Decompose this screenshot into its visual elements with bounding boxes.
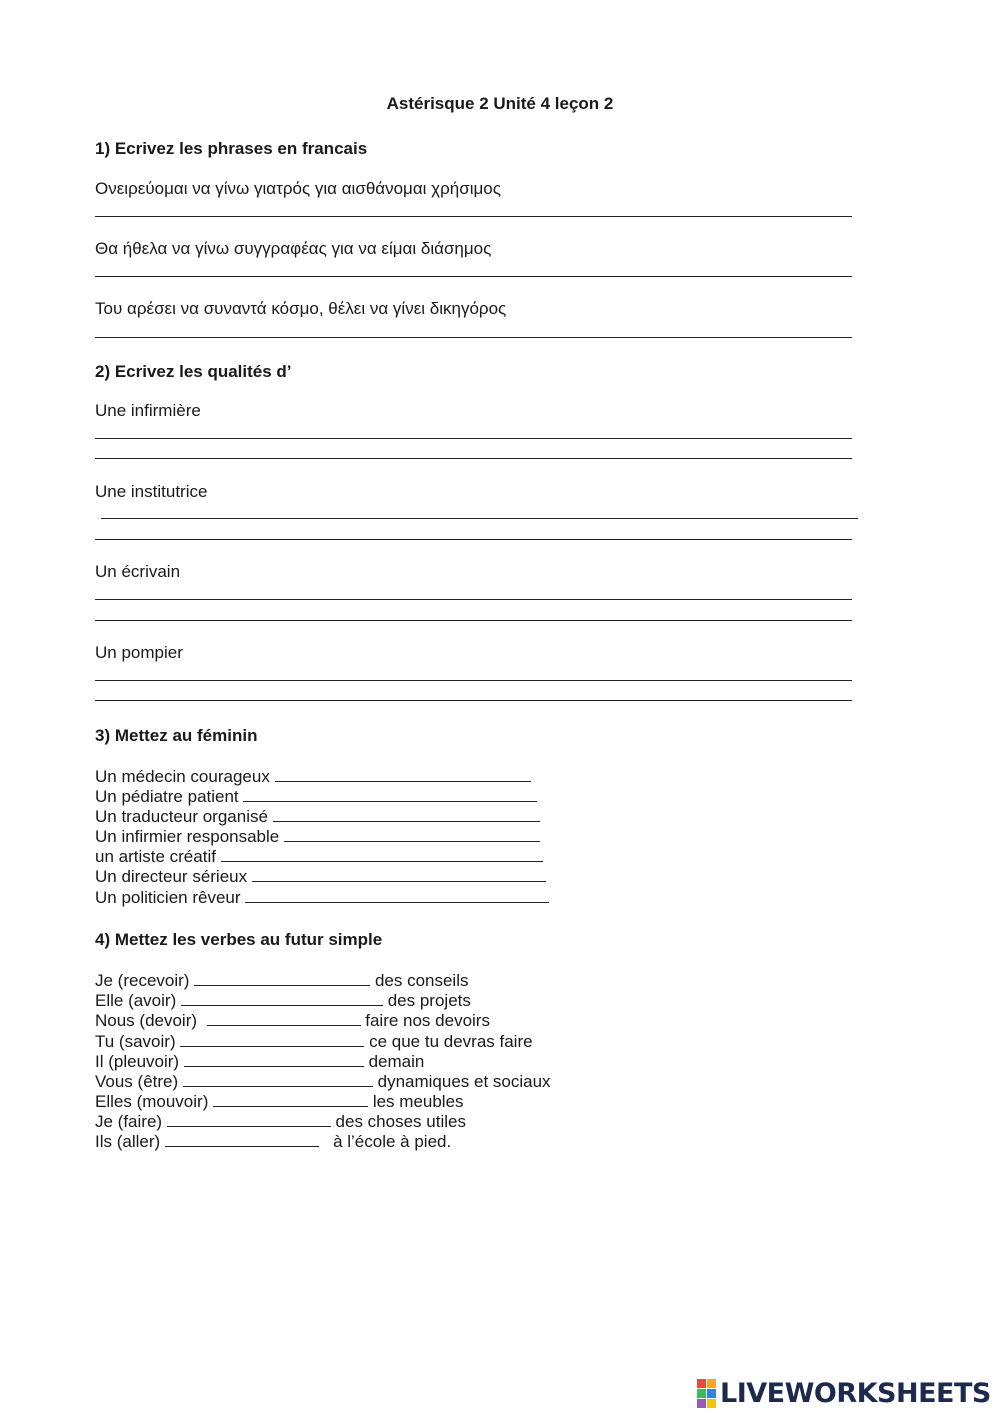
answer-blank[interactable] [213, 1092, 368, 1107]
answer-blank[interactable] [221, 847, 543, 862]
liveworksheets-logo-text: LIVEWORKSHEETS [720, 1377, 991, 1409]
answer-blank[interactable] [165, 1132, 319, 1147]
verb-item [95, 1132, 451, 1152]
verb-completion: dynamiques et sociaux [377, 1072, 551, 1091]
verb-label: Il (pleuvoir) [95, 1052, 180, 1071]
verb-completion: des choses utiles [335, 1112, 466, 1131]
verb-label: Ils (aller) [95, 1132, 161, 1151]
item-label: Un pédiatre patient [95, 787, 239, 806]
verb-label: Je (recevoir) [95, 971, 190, 990]
answer-blank[interactable] [275, 767, 531, 782]
liveworksheets-logo-icon [697, 1379, 716, 1408]
item-label: Un médecin courageux [95, 767, 270, 786]
answer-blank[interactable] [181, 991, 383, 1006]
answer-line[interactable] [101, 518, 858, 519]
verb-completion: ce que tu devras faire [369, 1032, 533, 1051]
page-title: Astérisque 2 Unité 4 leçon 2 [386, 94, 614, 113]
verb-label: Elles (mouvoir) [95, 1092, 209, 1111]
verb-completion: faire nos devoirs [365, 1011, 490, 1030]
answer-blank[interactable] [245, 888, 549, 903]
section4-heading: 4) Mettez les verbes au futur simple [95, 930, 383, 949]
verb-label: Je (faire) [95, 1112, 163, 1131]
answer-line[interactable] [95, 539, 852, 540]
verb-item [95, 1032, 533, 1052]
verb-item [95, 1092, 464, 1112]
answer-line[interactable] [95, 700, 852, 701]
verb-item [95, 1052, 424, 1072]
sentence-3: Του αρέσει να συναντά κόσμο, θέλει να γίνει δικηγόρος [95, 299, 507, 318]
liveworksheets-logo [697, 1378, 991, 1408]
verb-item [95, 1112, 466, 1132]
profession-label: Un pompier [95, 643, 183, 662]
item-label: Un traducteur organisé [95, 807, 268, 826]
verb-completion: les meubles [372, 1092, 464, 1111]
answer-line[interactable] [95, 276, 852, 277]
answer-blank[interactable] [184, 1052, 364, 1067]
item-label: Un directeur sérieux [95, 867, 248, 886]
sentence-2: Θα ήθελα να γίνω συγγραφέας για να είμαι διάσημος [95, 239, 492, 258]
profession-label: Un écrivain [95, 562, 181, 581]
verb-label: Elle (avoir) [95, 991, 177, 1010]
answer-blank[interactable] [207, 1011, 361, 1026]
verb-label: Vous (être) [95, 1072, 179, 1091]
answer-blank[interactable] [167, 1112, 331, 1127]
answer-line[interactable] [95, 337, 852, 338]
feminine-item [95, 847, 543, 867]
verb-label: Tu (savoir) [95, 1032, 176, 1051]
verb-completion: des projets [387, 991, 471, 1010]
feminine-item [95, 888, 549, 908]
answer-blank[interactable] [243, 787, 537, 802]
verb-item [95, 1011, 490, 1031]
item-label: Un infirmier responsable [95, 827, 280, 846]
answer-blank[interactable] [284, 827, 540, 842]
feminine-item [95, 767, 531, 787]
answer-line[interactable] [95, 216, 852, 217]
profession-label: Une infirmière [95, 401, 201, 420]
verb-completion: demain [368, 1052, 425, 1071]
profession-label: Une institutrice [95, 482, 208, 501]
answer-blank[interactable] [183, 1072, 373, 1087]
verb-item [95, 1072, 551, 1092]
answer-blank[interactable] [194, 971, 370, 986]
verb-item [95, 971, 469, 991]
section1-heading: 1) Ecrivez les phrases en francais [95, 139, 368, 158]
verb-label: Nous (devoir) [95, 1011, 198, 1030]
item-label: un artiste créatif [95, 847, 216, 866]
feminine-item [95, 787, 537, 807]
feminine-item [95, 827, 540, 847]
verb-completion: à l’école à pied. [333, 1132, 452, 1151]
answer-blank[interactable] [180, 1032, 364, 1047]
answer-blank[interactable] [252, 867, 546, 882]
section2-heading: 2) Ecrivez les qualités d’ [95, 362, 292, 381]
verb-completion: des conseils [374, 971, 469, 990]
answer-line[interactable] [95, 599, 852, 600]
section3-heading: 3) Mettez au féminin [95, 726, 258, 745]
item-label: Un politicien rêveur [95, 888, 241, 907]
answer-line[interactable] [95, 458, 852, 459]
answer-line[interactable] [95, 438, 852, 439]
sentence-1: Ονειρεύομαι να γίνω γιατρός για αισθάνομαι χρήσιμος [95, 179, 501, 198]
answer-blank[interactable] [273, 807, 540, 822]
verb-item [95, 991, 471, 1011]
answer-line[interactable] [95, 620, 852, 621]
answer-line[interactable] [95, 680, 852, 681]
feminine-item [95, 807, 540, 827]
feminine-item [95, 867, 546, 887]
